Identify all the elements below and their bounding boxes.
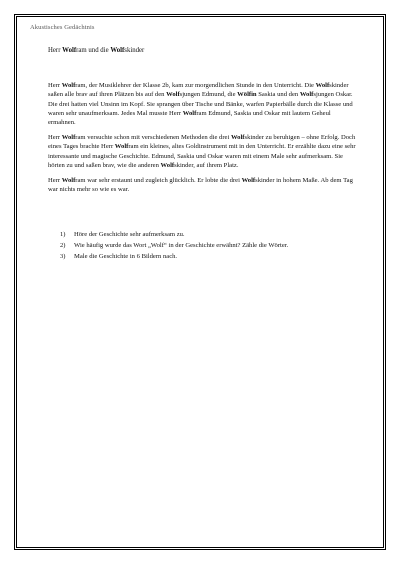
story-paragraph-2 bbox=[48, 133, 360, 170]
text-run: ram war sehr erstaunt und zugleich glücklich. Er lobte die drei bbox=[75, 177, 242, 185]
bold-word: Wölfin bbox=[237, 91, 257, 99]
task-list bbox=[60, 230, 360, 261]
text-run: sjungen Oskar. Die drei hatten viel Unsinn im Kopf. Sie sprangen über Tische und Bänke, warfen Papierbälle durch die Klasse und waren sehr unaufmerksam. Jedes Mal musste Herr bbox=[48, 91, 353, 117]
text-run: skinder saßen alle brav auf ihren Plätzen bis auf den bbox=[48, 82, 349, 99]
title-bold-2: Wolf bbox=[110, 47, 125, 54]
title-text-2: ram und die bbox=[76, 47, 111, 54]
task-item bbox=[60, 252, 360, 261]
bold-word: Wolf bbox=[315, 82, 330, 90]
bold-word: Wolf bbox=[114, 143, 129, 151]
bold-word: Wolf bbox=[61, 82, 76, 90]
text-run: Herr bbox=[48, 177, 62, 185]
bold-word: Wolf bbox=[61, 134, 76, 142]
task-item bbox=[60, 230, 360, 239]
bold-word: Wolf bbox=[166, 91, 180, 99]
text-run: skinder zu beruhigen – ohne Erfolg. Doch eines Tages brachte Herr bbox=[48, 134, 356, 151]
text-run: ram, der Musiklehrer der Klasse 2b, kam zur morgendlichen Stunde in den Unterricht. Die bbox=[75, 82, 316, 90]
bold-word: Wolf bbox=[182, 109, 197, 117]
story-title bbox=[48, 46, 360, 55]
task-text: Wie häufig wurde das Wort „Wolf“ in der Geschichte erwähnt? Zähle die Wörter. bbox=[74, 242, 289, 250]
bold-word: Wolf bbox=[230, 134, 245, 142]
text-run: ram versuchte schon mit verschiedenen Methoden die drei bbox=[75, 134, 231, 142]
task-text: Höre der Geschichte sehr aufmerksam zu. bbox=[74, 231, 185, 239]
task-number: 2) bbox=[60, 242, 66, 250]
task-text: Male die Geschichte in 6 Bildern nach. bbox=[74, 252, 178, 260]
story-paragraph-3 bbox=[48, 176, 360, 194]
text-run: skinder, auf ihrem Platz. bbox=[174, 161, 239, 169]
text-run: ram Edmund, Saskia und Oskar mit lautem Geheul ermahnen. bbox=[48, 109, 331, 127]
document-body bbox=[48, 46, 360, 263]
text-run: ram ein kleines, altes Goldinstrument mit in den Unterricht. Er erzählte dazu eine sehr interessante und magische Geschichte. Edmund, Saskia und Oskar waren mit einem Male sehr aufmerksam. Sie hörten zu und saßen brav, wie die anderen bbox=[48, 143, 356, 169]
text-run: Saskia und den bbox=[256, 91, 300, 99]
text-run: Herr bbox=[48, 82, 62, 90]
story-paragraph-1 bbox=[48, 81, 360, 127]
text-run: skinder in hohem Maße. Ab dem Tag war nichts mehr so wie es war. bbox=[48, 177, 353, 194]
bold-word: Wolf bbox=[299, 91, 314, 99]
task-number: 3) bbox=[60, 252, 66, 260]
bold-word: Wolf bbox=[160, 161, 175, 169]
task-item bbox=[60, 241, 360, 250]
task-number: 1) bbox=[60, 231, 66, 239]
text-run: sjungen Edmund, die bbox=[179, 91, 238, 99]
title-text-3: skinder bbox=[124, 47, 145, 54]
page-header: Akustisches Gedächtnis bbox=[30, 24, 95, 31]
text-run: Herr bbox=[48, 134, 62, 142]
bold-word: Wolf bbox=[61, 177, 76, 185]
title-bold-1: Wolf bbox=[62, 47, 77, 54]
title-text-1: Herr bbox=[48, 47, 63, 54]
bold-word: Wolf bbox=[241, 177, 256, 185]
